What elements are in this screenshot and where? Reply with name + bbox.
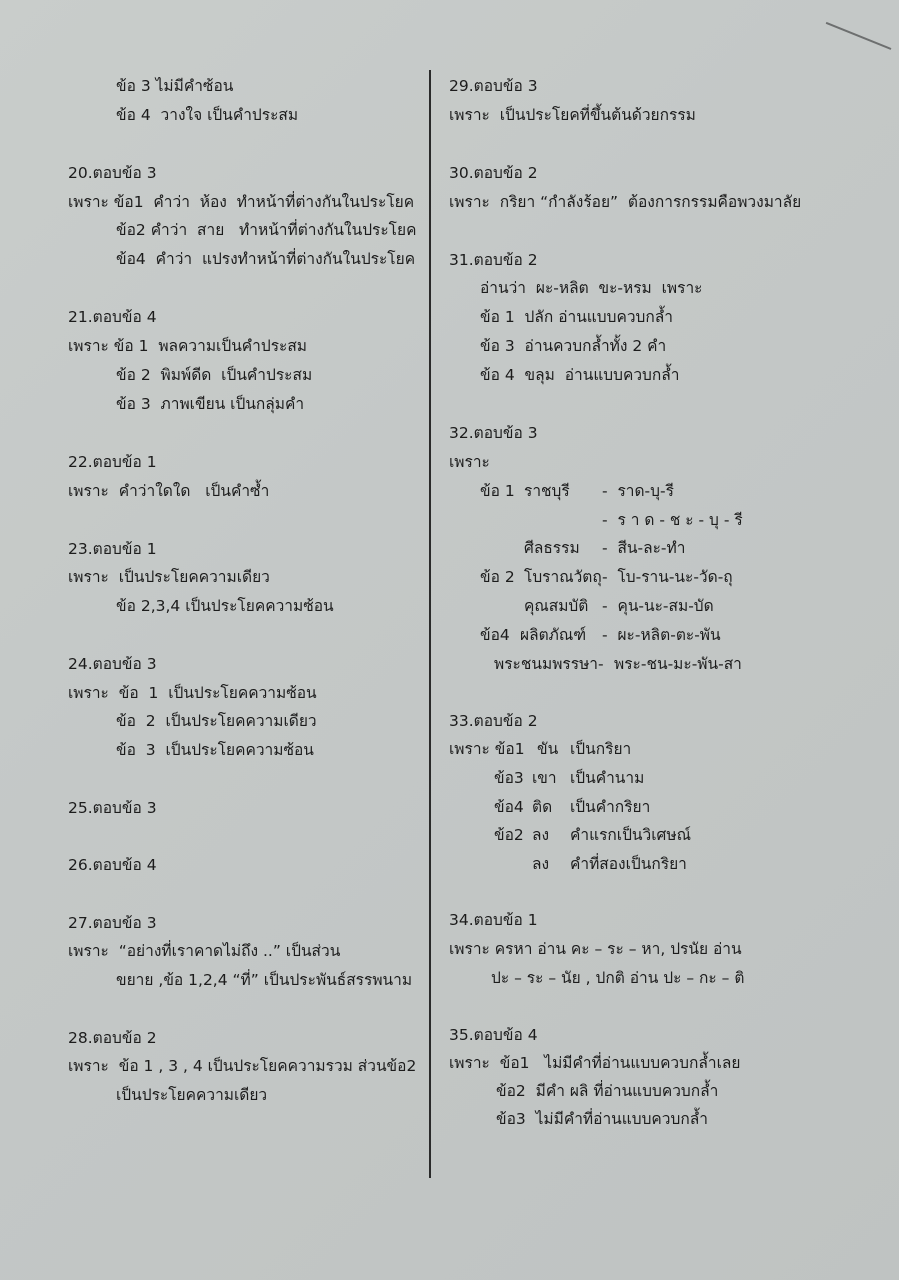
- answer-32-row-6-word: ผลิตภัณฑ์: [520, 626, 587, 644]
- answer-31-line-1: อ่านว่า ผะ-หลิต ขะ-หรม เพราะ: [480, 279, 703, 297]
- page-edge-mark: [826, 22, 892, 50]
- answer-19-line-1: ข้อ 3 ไม่มีคำซ้อน: [116, 77, 234, 95]
- answer-21-line-1: เพราะ ข้อ 1 พลความเป็นคำประสม: [68, 337, 308, 355]
- answer-24-line-1: เพราะ ข้อ 1 เป็นประโยคความซ้อน: [68, 684, 317, 702]
- answer-33-row-2-word: เขา: [532, 769, 557, 787]
- answer-20-line-3: ข้อ4 คำว่า แปรงทำหน้าที่ต่างกันในประโยค: [116, 250, 416, 268]
- answer-35-line-3: ข้อ3 ไม่มีคำที่อ่านแบบควบกล้ำ: [496, 1110, 708, 1128]
- answer-33-row-3-label: ข้อ4: [494, 798, 524, 816]
- answer-33-row-5-word: ลง: [532, 855, 550, 873]
- answer-32-heading: 32.ตอบข้อ 3: [449, 424, 538, 442]
- answer-35-line-1: เพราะ ข้อ1 ไม่มีคำที่อ่านแบบควบกล้ำเลย: [449, 1054, 741, 1072]
- answer-21-line-3: ข้อ 3 ภาพเขียน เป็นกลุ่มคำ: [116, 395, 305, 413]
- answer-23-heading: 23.ตอบข้อ 1: [68, 540, 157, 558]
- answer-22-heading: 22.ตอบข้อ 1: [68, 453, 157, 471]
- answer-33-row-3-type: เป็นคำกริยา: [570, 798, 651, 816]
- answer-27-heading: 27.ตอบข้อ 3: [68, 914, 157, 932]
- answer-21-line-2: ข้อ 2 พิมพ์ดีด เป็นคำประสม: [116, 366, 313, 384]
- answer-32-row-4-label: ข้อ 2: [480, 568, 515, 586]
- answer-32-row-2-reading: - ร า ด - ช ะ - บุ - รี: [602, 511, 743, 529]
- answer-32-line-1: เพราะ: [449, 453, 490, 471]
- answer-20-heading: 20.ตอบข้อ 3: [68, 164, 157, 182]
- answer-33-row-2-label: ข้อ3: [494, 769, 524, 787]
- answer-32-row-4-word: โบราณวัตถุ: [524, 568, 602, 586]
- answer-34-line-1: เพราะ ครหา อ่าน คะ – ระ – หา, ปรนัย อ่าน: [449, 940, 742, 958]
- answer-33-row-4-label: ข้อ2: [494, 826, 524, 844]
- answer-28-line-1: เพราะ ข้อ 1 , 3 , 4 เป็นประโยคความรวม ส่วนข้อ2: [68, 1057, 417, 1075]
- answer-29-line-1: เพราะ เป็นประโยคที่ขึ้นต้นด้วยกรรม: [449, 106, 696, 124]
- answer-31-line-2: ข้อ 1 ปลัก อ่านแบบควบกล้ำ: [480, 308, 673, 326]
- answer-28-heading: 28.ตอบข้อ 2: [68, 1029, 157, 1047]
- answer-32-row-5-word: คุณสมบัติ: [524, 597, 589, 615]
- answer-24-heading: 24.ตอบข้อ 3: [68, 655, 157, 673]
- answer-28-line-2: เป็นประโยคความเดียว: [116, 1086, 268, 1104]
- answer-23-line-1: เพราะ เป็นประโยคความเดียว: [68, 568, 270, 586]
- answer-30-heading: 30.ตอบข้อ 2: [449, 164, 538, 182]
- answer-34-line-2: ปะ – ระ – นัย , ปกติ อ่าน ปะ – กะ – ติ: [491, 969, 745, 987]
- answer-32-row-1-word: ราชบุรี: [524, 482, 570, 500]
- answer-24-line-2: ข้อ 2 เป็นประโยคความเดียว: [116, 712, 317, 730]
- answer-22-line-1: เพราะ คำว่าใดใด เป็นคำซ้ำ: [68, 482, 270, 500]
- answer-32-row-1-reading: - ราด-บุ-รี: [602, 482, 674, 500]
- answer-32-row-7-reading: พระ-ชน-มะ-พัน-สา: [614, 655, 742, 673]
- answer-33-row-4-word: ลง: [532, 826, 550, 844]
- answer-27-line-2: ขยาย ,ข้อ 1,2,4 “ที่” เป็นประพันธ์สรรพนาม: [116, 971, 413, 989]
- answer-33-row-3-word: ติด: [532, 798, 553, 816]
- answer-33-heading: 33.ตอบข้อ 2: [449, 712, 538, 730]
- answer-24-line-3: ข้อ 3 เป็นประโยคความซ้อน: [116, 741, 314, 759]
- answer-19-line-2: ข้อ 4 วางใจ เป็นคำประสม: [116, 106, 299, 124]
- answer-32-row-6-reading: - ผะ-หลิต-ตะ-พัน: [602, 626, 721, 644]
- answer-35-line-2: ข้อ2 มีคำ ผลิ ที่อ่านแบบควบกล้ำ: [496, 1082, 719, 1100]
- answer-25-heading: 25.ตอบข้อ 3: [68, 799, 157, 817]
- answer-32-row-5-reading: - คุน-นะ-สม-บัด: [602, 597, 714, 615]
- answer-31-heading: 31.ตอบข้อ 2: [449, 251, 538, 269]
- answer-20-line-2: ข้อ2 คำว่า สาย ทำหน้าที่ต่างกันในประโยค: [116, 221, 417, 239]
- answer-32-row-6-label: ข้อ4: [480, 626, 510, 644]
- answer-33-row-1-label: เพราะ ข้อ1: [449, 740, 525, 758]
- answer-20-line-1: เพราะ ข้อ1 คำว่า ห้อง ทำหน้าที่ต่างกันในประโยค: [68, 193, 415, 211]
- answer-21-heading: 21.ตอบข้อ 4: [68, 308, 157, 326]
- answer-32-row-3-word: ศีลธรรม: [524, 539, 580, 557]
- answer-30-line-1: เพราะ กริยา “กำลังร้อย” ต้องการกรรมคือพวงมาลัย: [449, 193, 802, 211]
- answer-27-line-1: เพราะ “อย่างที่เราคาดไม่ถึง ..” เป็นส่วน: [68, 942, 341, 960]
- answer-26-heading: 26.ตอบข้อ 4: [68, 856, 157, 874]
- answer-32-row-1-label: ข้อ 1: [480, 482, 515, 500]
- answer-32-row-7-word: พระชนมพรรษา-: [494, 655, 604, 673]
- answer-33-row-5-type: คำที่สองเป็นกริยา: [570, 855, 687, 873]
- answer-29-heading: 29.ตอบข้อ 3: [449, 77, 538, 95]
- answer-31-line-4: ข้อ 4 ขลุม อ่านแบบควบกล้ำ: [480, 366, 680, 384]
- answer-33-row-1-word: ขัน: [537, 740, 559, 758]
- answer-32-row-3-reading: - สีน-ละ-ทำ: [602, 539, 686, 557]
- answer-34-heading: 34.ตอบข้อ 1: [449, 911, 538, 929]
- answer-23-line-2: ข้อ 2,3,4 เป็นประโยคความซ้อน: [116, 597, 334, 615]
- answer-35-heading: 35.ตอบข้อ 4: [449, 1026, 538, 1044]
- answer-32-row-4-reading: - โบ-ราน-นะ-วัด-ถุ: [602, 568, 733, 586]
- column-divider: [429, 70, 431, 1178]
- answer-33-row-4-type: คำแรกเป็นวิเศษณ์: [570, 826, 691, 844]
- answer-33-row-1-type: เป็นกริยา: [570, 740, 632, 758]
- answer-31-line-3: ข้อ 3 อ่านควบกล้ำทั้ง 2 คำ: [480, 337, 667, 355]
- answer-33-row-2-type: เป็นคำนาม: [570, 769, 645, 787]
